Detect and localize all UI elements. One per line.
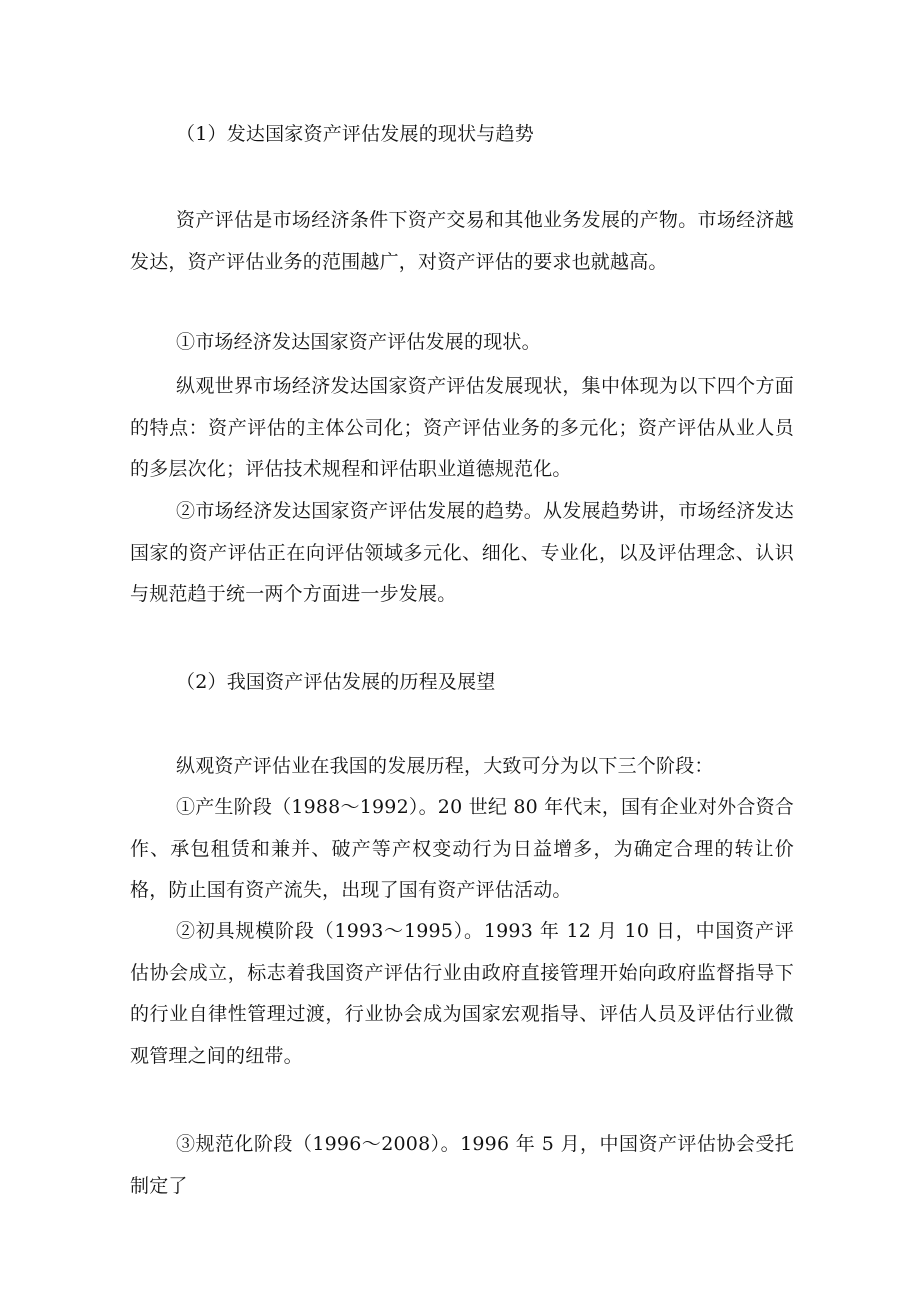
item-1-body: 纵观世界市场经济发达国家资产评估发展现状，集中体现为以下四个方面的特点：资产评估的主体公司化；资产评估业务的多元化；资产评估从业人员的多层次化；评估技术规程和评估职业道德规范化。 (130, 375, 794, 480)
section-heading-2: （2）我国资产评估发展的历程及展望 (176, 671, 496, 693)
item-2-paragraph: ②市场经济发达国家资产评估发展的趋势。从发展趋势讲，市场经济发达国家的资产评估正在向评估领域多元化、细化、专业化，以及评估理念、认识与规范趋于统一两个方面进一步发展。 (130, 500, 794, 605)
stages-intro: 纵观资产评估业在我国的发展历程，大致可分为以下三个阶段： (176, 755, 714, 777)
stage-3-paragraph: ③规范化阶段（1996～2008）。1996 年 5 月，中国资产评估协会受托制定了 (130, 1133, 794, 1197)
item-1-title: ①市场经济发达国家资产评估发展的现状。 (176, 331, 541, 353)
stage-1-paragraph: ①产生阶段（1988～1992）。20 世纪 80 年代末，国有企业对外合资合作、承包租赁和兼并、破产等产权变动行为日益增多，为确定合理的转让价格，防止国有资产流失，出现了国有资产评估活动。 (130, 796, 794, 901)
stage-2-paragraph: ②初具规模阶段（1993～1995）。1993 年 12 月 10 日，中国资产评估协会成立，标志着我国资产评估行业由政府直接管理开始向政府监督指导下的行业自律性管理过渡，行业协会成为国家宏观指导、评估人员及评估行业微观管理之间的纽带。 (130, 920, 794, 1067)
intro-paragraph: 资产评估是市场经济条件下资产交易和其他业务发展的产物。市场经济越发达，资产评估业务的范围越广，对资产评估的要求也就越高。 (130, 209, 794, 273)
section-heading-1: （1）发达国家资产评估发展的现状与趋势 (176, 123, 534, 145)
